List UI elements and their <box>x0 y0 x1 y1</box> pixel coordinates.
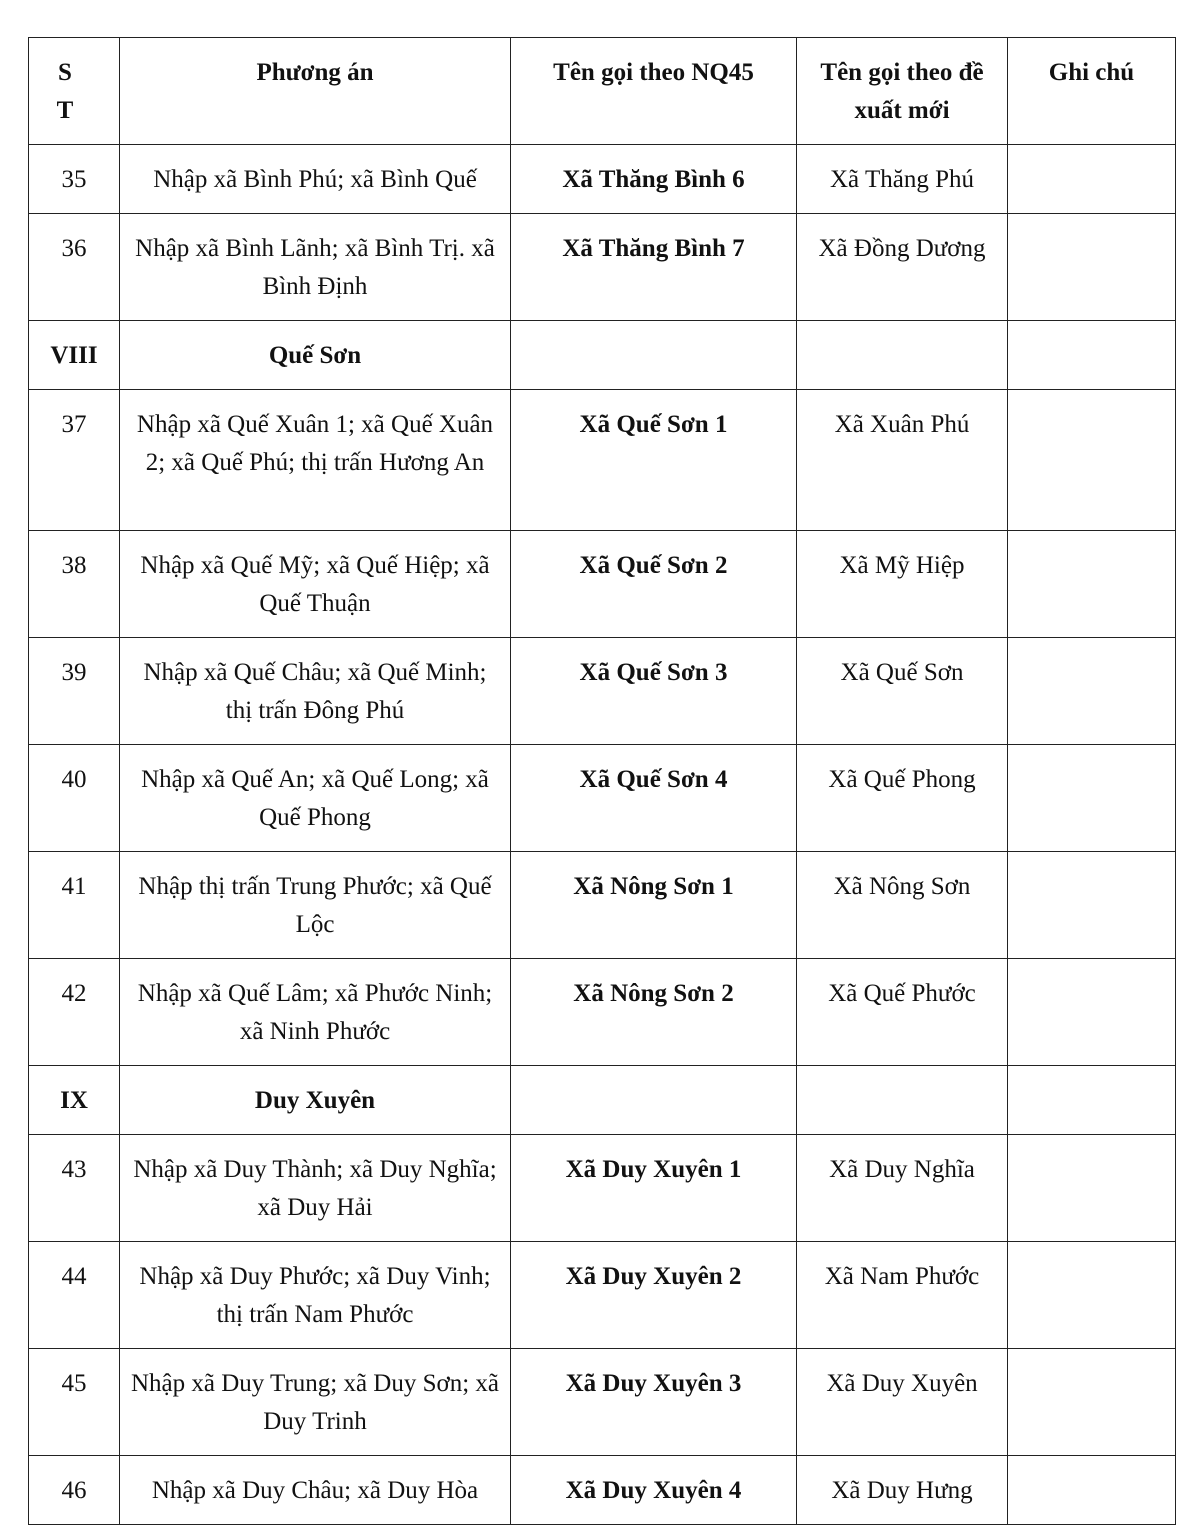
table-row <box>29 1135 1176 1242</box>
header-ten-nq45: Tên gọi theo NQ45 <box>511 38 797 145</box>
cell-stt: 37 <box>29 390 120 531</box>
cell-ten-de-xuat: Xã Đồng Dương <box>797 214 1008 321</box>
cell-stt: 38 <box>29 531 120 638</box>
cell-ghi-chu <box>1008 1066 1176 1135</box>
cell-ten-nq45: Xã Duy Xuyên 4 <box>511 1456 797 1525</box>
cell-ghi-chu <box>1008 214 1176 321</box>
merger-table <box>28 37 1176 1525</box>
table-row <box>29 745 1176 852</box>
cell-ten-de-xuat: Xã Duy Nghĩa <box>797 1135 1008 1242</box>
cell-ghi-chu <box>1008 638 1176 745</box>
cell-ten-nq45 <box>511 1066 797 1135</box>
cell-ten-nq45: Xã Duy Xuyên 1 <box>511 1135 797 1242</box>
header-row <box>29 38 1176 145</box>
table-row <box>29 145 1176 214</box>
cell-ten-de-xuat <box>797 321 1008 390</box>
cell-phuong-an: Nhập thị trấn Trung Phước; xã Quế Lộc <box>120 852 511 959</box>
cell-stt: 39 <box>29 638 120 745</box>
header-phuong-an: Phương án <box>120 38 511 145</box>
cell-ghi-chu <box>1008 1135 1176 1242</box>
cell-ten-nq45: Xã Quế Sơn 3 <box>511 638 797 745</box>
cell-stt: 43 <box>29 1135 120 1242</box>
cell-ten-de-xuat: Xã Quế Phước <box>797 959 1008 1066</box>
cell-ghi-chu <box>1008 852 1176 959</box>
cell-phuong-an: Nhập xã Quế An; xã Quế Long; xã Quế Phong <box>120 745 511 852</box>
cell-ten-nq45: Xã Duy Xuyên 2 <box>511 1242 797 1349</box>
table-row <box>29 852 1176 959</box>
cell-ten-nq45: Xã Quế Sơn 4 <box>511 745 797 852</box>
table-row <box>29 1242 1176 1349</box>
cell-stt: 45 <box>29 1349 120 1456</box>
table-row <box>29 638 1176 745</box>
cell-stt: 36 <box>29 214 120 321</box>
section-row <box>29 1066 1176 1135</box>
cell-phuong-an: Nhập xã Quế Xuân 1; xã Quế Xuân 2; xã Quế Phú; thị trấn Hương An <box>120 390 511 531</box>
cell-phuong-an: Nhập xã Duy Phước; xã Duy Vinh; thị trấn Nam Phước <box>120 1242 511 1349</box>
table-row <box>29 959 1176 1066</box>
cell-ghi-chu <box>1008 531 1176 638</box>
table-row <box>29 1349 1176 1456</box>
header-stt: S T <box>29 38 120 145</box>
cell-ghi-chu <box>1008 390 1176 531</box>
cell-ten-nq45: Xã Quế Sơn 1 <box>511 390 797 531</box>
cell-stt: 40 <box>29 745 120 852</box>
cell-phuong-an: Nhập xã Quế Mỹ; xã Quế Hiệp; xã Quế Thuận <box>120 531 511 638</box>
section-row <box>29 321 1176 390</box>
cell-ghi-chu <box>1008 959 1176 1066</box>
cell-stt: 42 <box>29 959 120 1066</box>
cell-ghi-chu <box>1008 321 1176 390</box>
cell-phuong-an: Nhập xã Bình Lãnh; xã Bình Trị. xã Bình Định <box>120 214 511 321</box>
cell-phuong-an: Nhập xã Quế Lâm; xã Phước Ninh; xã Ninh Phước <box>120 959 511 1066</box>
cell-ten-nq45 <box>511 321 797 390</box>
table-row <box>29 1456 1176 1525</box>
header-ten-de-xuat: Tên gọi theo đề xuất mới <box>797 38 1008 145</box>
cell-ghi-chu <box>1008 1242 1176 1349</box>
cell-ten-de-xuat: Xã Duy Xuyên <box>797 1349 1008 1456</box>
cell-ghi-chu <box>1008 745 1176 852</box>
cell-ten-de-xuat: Xã Quế Phong <box>797 745 1008 852</box>
cell-ten-de-xuat: Xã Nông Sơn <box>797 852 1008 959</box>
cell-ghi-chu <box>1008 1349 1176 1456</box>
section-title: Duy Xuyên <box>120 1066 511 1135</box>
table-row <box>29 214 1176 321</box>
cell-ten-nq45: Xã Thăng Bình 7 <box>511 214 797 321</box>
cell-phuong-an: Nhập xã Duy Thành; xã Duy Nghĩa; xã Duy Hải <box>120 1135 511 1242</box>
cell-phuong-an: Nhập xã Duy Trung; xã Duy Sơn; xã Duy Trinh <box>120 1349 511 1456</box>
table-row <box>29 390 1176 531</box>
cell-ten-nq45: Xã Duy Xuyên 3 <box>511 1349 797 1456</box>
cell-ten-de-xuat: Xã Quế Sơn <box>797 638 1008 745</box>
cell-phuong-an: Nhập xã Quế Châu; xã Quế Minh; thị trấn Đông Phú <box>120 638 511 745</box>
cell-ten-nq45: Xã Quế Sơn 2 <box>511 531 797 638</box>
section-title: Quế Sơn <box>120 321 511 390</box>
cell-ten-de-xuat: Xã Xuân Phú <box>797 390 1008 531</box>
section-stt: VIII <box>29 321 120 390</box>
section-stt: IX <box>29 1066 120 1135</box>
cell-stt: 44 <box>29 1242 120 1349</box>
cell-stt: 46 <box>29 1456 120 1525</box>
cell-ten-nq45: Xã Thăng Bình 6 <box>511 145 797 214</box>
header-ghi-chu: Ghi chú <box>1008 38 1176 145</box>
cell-stt: 41 <box>29 852 120 959</box>
cell-ghi-chu <box>1008 145 1176 214</box>
cell-ghi-chu <box>1008 1456 1176 1525</box>
table-row <box>29 531 1176 638</box>
cell-ten-de-xuat: Xã Thăng Phú <box>797 145 1008 214</box>
cell-ten-nq45: Xã Nông Sơn 2 <box>511 959 797 1066</box>
cell-phuong-an: Nhập xã Duy Châu; xã Duy Hòa <box>120 1456 511 1525</box>
cell-ten-de-xuat: Xã Mỹ Hiệp <box>797 531 1008 638</box>
cell-stt: 35 <box>29 145 120 214</box>
cell-ten-de-xuat <box>797 1066 1008 1135</box>
cell-ten-nq45: Xã Nông Sơn 1 <box>511 852 797 959</box>
cell-ten-de-xuat: Xã Duy Hưng <box>797 1456 1008 1525</box>
cell-phuong-an: Nhập xã Bình Phú; xã Bình Quế <box>120 145 511 214</box>
cell-ten-de-xuat: Xã Nam Phước <box>797 1242 1008 1349</box>
